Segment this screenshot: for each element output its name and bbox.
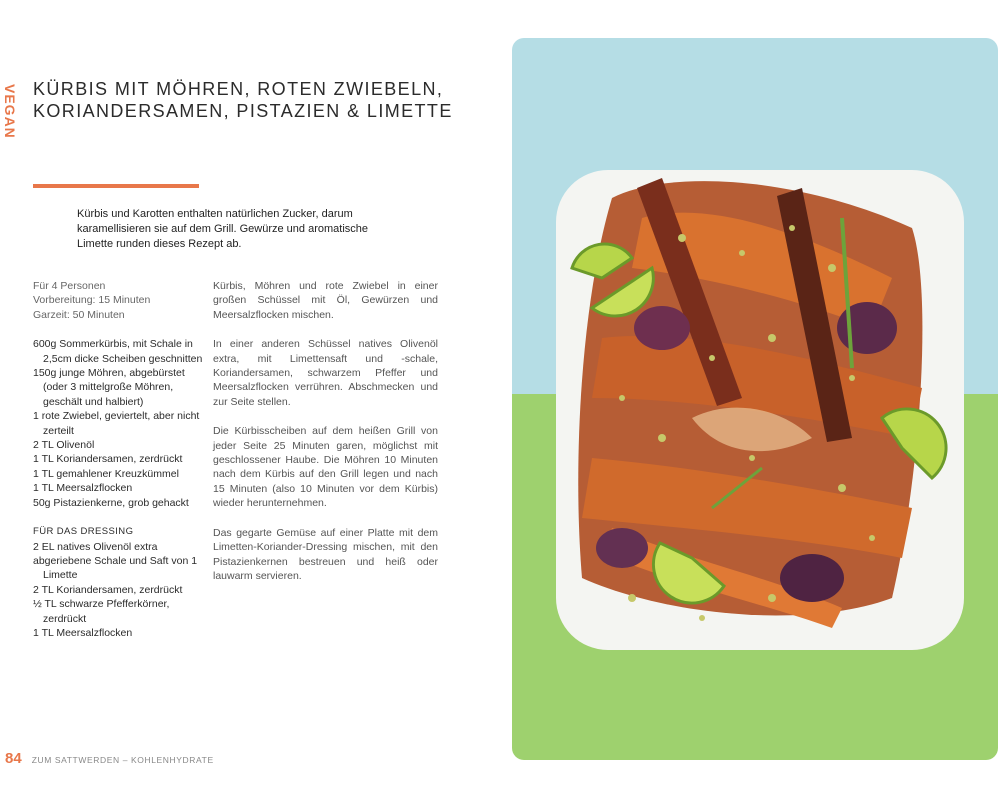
servings-text: Für 4 Personen xyxy=(33,280,106,292)
method-step: Die Kürbisscheiben auf dem heißen Grill von jeder Seite 25 Minuten garen, möglichst mit geschlossener Haube. Die Möhren 10 Minuten nach dem Kürbis auf den Grill legen und nach 15 Minuten (also 10 Minuten vor dem Kürbis) wieder herunternehmen. xyxy=(213,425,438,510)
ingredient-item: 600g Sommerkürbis, mit Schale in 2,5cm dicke Scheiben geschnitten xyxy=(33,338,203,365)
ingredient-item: 1 rote Zwiebel, geviertelt, aber nicht zerteilt xyxy=(33,410,200,437)
ingredient-item: 1 TL Koriandersamen, zerdrückt xyxy=(33,453,183,466)
ingredient-item: 2 TL Olivenöl xyxy=(33,439,95,452)
dressing-item: 2 TL Koriandersamen, zerdrückt xyxy=(33,583,183,596)
recipe-title-line-1: KÜRBIS MIT MÖHREN, ROTEN ZWIEBELN, xyxy=(33,79,444,99)
method-step: Das gegarte Gemüse auf einer Platte mit dem Limetten-Koriander-Dressing mischen, mit den Pistazienkernen bestreuen und heiß oder lauwarm servieren. xyxy=(213,526,438,582)
dressing-section xyxy=(33,525,203,640)
prep-time-text: Vorbereitung: 15 Minuten xyxy=(33,294,151,307)
dish-photo xyxy=(512,38,998,760)
method-step: Kürbis, Möhren und rote Zwiebel in einer großen Schüssel mit Öl, Gewürzen und Meersalzflocken mischen. xyxy=(213,280,438,321)
recipe-meta xyxy=(33,279,203,322)
dressing-item: abgeriebene Schale und Saft von 1 Limette xyxy=(33,554,198,582)
dressing-item: 1 TL Meersalzflocken xyxy=(33,626,133,639)
page-footer xyxy=(5,750,214,767)
recipe-title-line-2: KORIANDERSAMEN, PISTAZIEN & LIMETTE xyxy=(33,101,453,121)
ingredient-list xyxy=(33,337,203,510)
ingredient-item: 50g Pistazienkerne, grob gehackt xyxy=(33,496,189,509)
dressing-heading: FÜR DAS DRESSING xyxy=(33,526,134,538)
dressing-item: ½ TL schwarze Pfefferkörner, zerdrückt xyxy=(33,598,170,625)
section-name: ZUM SATTWERDEN – KOHLENHYDRATE xyxy=(31,755,214,765)
ingredient-item: 1 TL Meersalzflocken xyxy=(33,482,133,495)
ingredients-column xyxy=(33,279,203,640)
roasted-vegetables xyxy=(578,178,922,628)
method-step: In einer anderen Schüssel natives Olivenöl extra, mit Limettensaft und -schale, Koriandersamen, schwarzem Pfeffer und Meersalzflocken verrühren. Abschmecken und zur Seite stellen. xyxy=(213,338,438,408)
recipe-title xyxy=(33,78,453,122)
method-column xyxy=(213,279,438,598)
dish-illustration xyxy=(512,38,998,760)
ingredient-item: 150g junge Möhren, abgebürstet (oder 3 mittelgroße Möhren, geschält und halbiert) xyxy=(33,367,185,408)
dressing-item: 2 EL natives Olivenöl extra xyxy=(33,540,158,553)
page-number: 84 xyxy=(5,750,22,767)
side-category-tag: VEGAN xyxy=(2,84,18,139)
cook-time-text: Garzeit: 50 Minuten xyxy=(33,308,125,321)
ingredient-item: 1 TL gemahlener Kreuzkümmel xyxy=(33,467,179,480)
accent-rule xyxy=(33,184,199,188)
intro-text: Kürbis und Karotten enthalten natürlichen Zucker, darum karamellisieren sie auf dem Grill. Gewürze und aromatische Limette runden dieses Rezept ab. xyxy=(77,208,369,250)
